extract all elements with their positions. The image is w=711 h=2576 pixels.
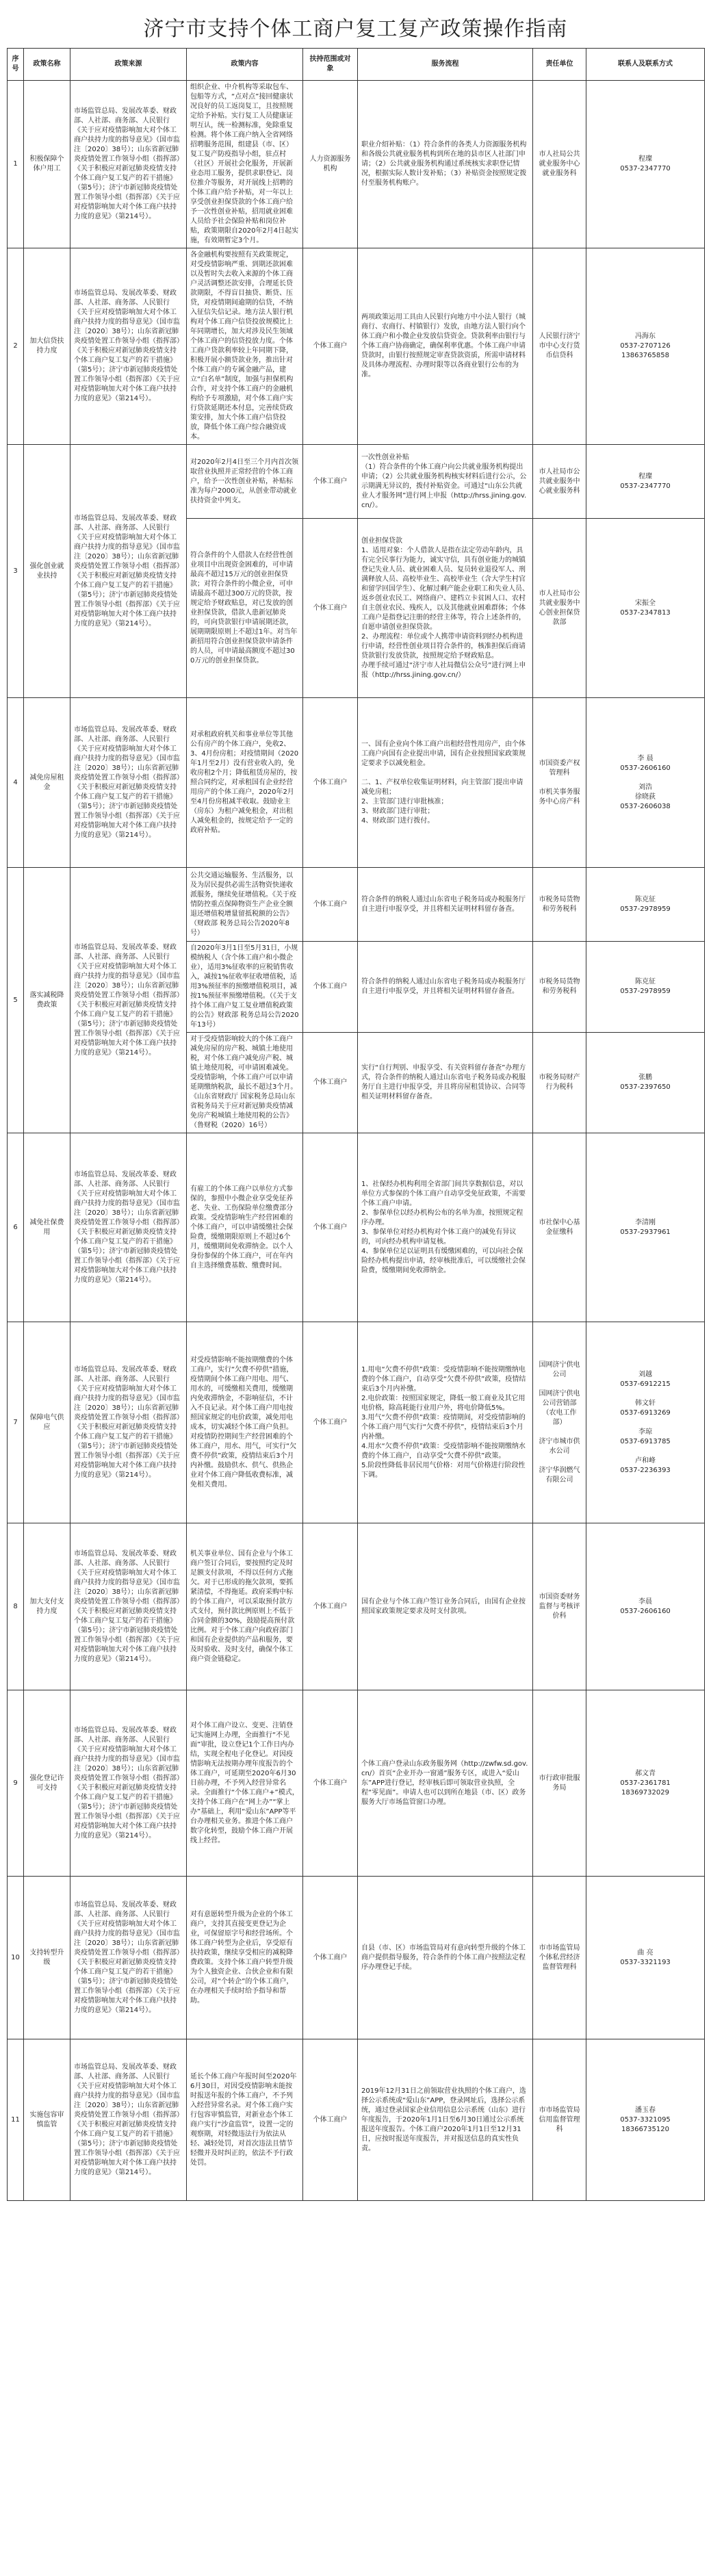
row-source: 市场监管总局、发展改革委、财政部、人社部、商务部、人民银行《关于应对疫情影响加大对个体工商户扶持力度的指导意见》（国市监注〔2020〕38号）；山东省新冠肺炎疫情处置工作领导小组（指挥部）《关于积极应对新冠肺炎疫情支持个体工商户复工复产的若干措施》（第5号）；济宁市新冠肺炎疫情处置工作领导小组（指挥部）《关于应对疫情影响加大对个体工商户扶持力度的意见》（第214号）。: [70, 445, 187, 698]
row-content: 对承租政府机关和事业单位等其他公有房产的个体工商户，免收2、3、4月份房租；对疫情期间（2020年1月至2月）没有营业收入的，免收房租2个月；降低租赁房屋的，按照合同约定，对承租国有企业经营用房产的个体工商户，2020年2月至4月份房租减半收取。鼓励业主（房东）为租户减免租金，对出租人减免租金的，按规定给予一定的政府补贴。: [187, 698, 303, 868]
row-no: 7: [8, 1322, 24, 1523]
row-scope: 个体工商户: [303, 1877, 358, 2039]
header-source: 政策来源: [70, 49, 187, 81]
table-row: [8, 698, 705, 868]
row-content: 自2020年3月1日至5月31日，小规模纳税人（含个体工商户和小微企业），适用3%征收率的应税销售收入，减按1%征收率征收增值税，适用3%预征率的预缴增值税项目，减按1%预征率预缴增值税。（《关于支持个体工商户复工复业增值税政策的公告》财政部 税务总局公告2020年13号）: [187, 942, 303, 1033]
table-row: [8, 1690, 705, 1877]
row-content: 各金融机构要按照有关政策规定，对受疫情影响严重、到期还款困难以及暂时失去收入来源的个体工商户灵活调整还款安排，合理延长贷款期限，不得盲目抽贷、断贷、压贷，对疫情期间逾期的信贷，不纳入征信失信记录。地方法人银行机构对个体工商户信贷投放规模比上年同期增长，加大对涉及民生领域个体工商户的信贷投放力度。个体工商户贷款利率较上年同期下降，积极开展小额贷款业务，推出针对个体工商户的专属金融产品，建立“白名单”制度，加强与担保机构合作，对支持个体工商户的金融机构给予专项激励，对个体工商户实行贷款延期还本付息，完善续贷政策安排，加大个体工商户信贷投放，降低个体工商户综合融资成本。: [187, 248, 303, 445]
row-source: 市场监管总局、发展改革委、财政部、人社部、商务部、人民银行《关于应对疫情影响加大对个体工商户扶持力度的指导意见》（国市监注〔2020〕38号）；山东省新冠肺炎疫情处置工作领导小组（指挥部）《关于积极应对新冠肺炎疫情支持个体工商户复工复产的若干措施》（第5号）；济宁市新冠肺炎疫情处置工作领导小组（指挥部）《关于应对疫情影响加大对个体工商户扶持力度的意见》（第214号）。: [70, 1523, 187, 1690]
row-source: 市场监管总局、发展改革委、财政部、人社部、商务部、人民银行《关于应对疫情影响加大对个体工商户扶持力度的指导意见》（国市监注〔2020〕38号）；山东省新冠肺炎疫情处置工作领导小组（指挥部）《关于积极应对新冠肺炎疫情支持个体工商户复工复产的若干措施》（第5号）；济宁市新冠肺炎疫情处置工作领导小组（指挥部）《关于应对疫情影响加大对个体工商户扶持力度的意见》（第214号）。: [70, 2039, 187, 2201]
header-name: 政策名称: [24, 49, 70, 81]
row-name: 减免社保费用: [24, 1133, 70, 1322]
row-source: 市场监管总局、发展改革委、财政部、人社部、商务部、人民银行《关于应对疫情影响加大对个体工商户扶持力度的指导意见》（国市监注〔2020〕38号）；山东省新冠肺炎疫情处置工作领导小组（指挥部）《关于积极应对新冠肺炎疫情支持个体工商户复工复产的若干措施》（第5号）；济宁市新冠肺炎疫情处置工作领导小组（指挥部）《关于应对疫情影响加大对个体工商户扶持力度的意见》（第214号）。: [70, 81, 187, 248]
row-scope: 个体工商户: [303, 519, 358, 698]
row-content: 有雇工的个体工商户以单位方式参保的，参照中小微企业享受免征养老、失业、工伤保险单位缴费部分政策。受疫情影响生产经营困难的个体工商户，可以申请缓缴社会保险费，缓缴期限原则上不超过6个月，缓缴期间免收滞纳金。以个人身份参保的个体工商户，可在年内自主选择缴费基数、缴费时间。: [187, 1133, 303, 1322]
table-row: [8, 445, 705, 519]
row-flow: 2019年12月31日之前领取营业执照的个体工商户，选择公示系统或“爱山东”APP，登录网址后，选择公示系统，通过登录国家企业信用信息公示系统（山东）进行年度报告，于2020年1月1日至6月30日通过公示系统报送年度报告。个体工商户2020年1月1日至12月31日，应按时报送年度报告，并对报送信息的真实性负责。: [358, 2039, 533, 2201]
row-flow: 1、社保经办机构利用全省部门间共享数据信息，对以单位方式参保的个体工商户自动享受免征政策，不需要个体工商户申请。 2、参保单位以经办机构公布的名单为准，按照规定程序办理。 3、参保单位对经办机构对个体工商户的减免有异议的，可向经办机构申请复核。 4、参保单位足以证明具有缓缴困难的，可以向社会保险经办机构提出申请，经审核批准后，可以缓缴社会保险费，缓缴期间免收滞纳金。: [358, 1133, 533, 1322]
row-contact: 宋振全 0537-2347813: [586, 519, 705, 698]
row-name: 落实减税降费政策: [24, 868, 70, 1133]
row-no: 9: [8, 1690, 24, 1877]
row-unit: 市国资委财务监督与考核评价科: [533, 1523, 586, 1690]
row-name: 强化创业就业扶持: [24, 445, 70, 698]
row-content: 对2020年2月4日至三个月内首次领取营业执照并正常经营的个体工商户，给予一次性创业补贴，补贴标准为每户2000元，从创业带动就业扶持资金中列支。: [187, 445, 303, 519]
row-scope: 个体工商户: [303, 445, 358, 519]
row-no: 6: [8, 1133, 24, 1322]
row-no: 8: [8, 1523, 24, 1690]
table-row: [8, 1877, 705, 2039]
table-row: [8, 81, 705, 248]
row-contact: 冯海东 0537-2707126 13863765858: [586, 248, 705, 445]
table-row: [8, 248, 705, 445]
policy-table: [7, 48, 705, 2201]
row-flow: 职业介绍补贴：（1）符合条件的各类人力资源服务机构和各级公共就业服务机构到所在地的县市区人社部门申请；（2）公共就业服务机构通过系统核实求职登记情况，根据实际人数计发补贴；（3）补贴资金按照规定拨付至服务机构账户。: [358, 81, 533, 248]
row-content: 符合条件的个人借款人在经营性创业项目中出现资金困难的，可申请最高不超过15万元的创业担保贷款；对符合条件的小微企业，可申请最高不超过300万元的贷款，按规定给予财政贴息，对已发放的创业担保贷款，借款人患新冠肺炎的，可向贷款银行申请展期还款，展期期限原则上不超过1年。对当年新招用符合创业担保贷款申请条件的人员，可申请最高额度不超过300万元的创业担保贷款。: [187, 519, 303, 698]
row-contact: 陈克征 0537-2978959: [586, 868, 705, 942]
row-flow: 一、国有企业向个体工商户出租经营性用房产，由个体工商户向国有企业提出申请，国有企业按照国家政策规定要求予以减免租金。 二、1、产权单位收集证明材料，向主管部门提出申请减免房租； 2、主管部门进行审批核准； 3、财政部门进行审批； 4、财政部门进行拨付。: [358, 698, 533, 868]
row-unit: 市税务局货物和劳务税科: [533, 868, 586, 942]
row-name: 加大支付支持力度: [24, 1523, 70, 1690]
header-contact: 联系人及联系方式: [586, 49, 705, 81]
row-contact: 李清刚 0537-2937961: [586, 1133, 705, 1322]
row-source: 市场监管总局、发展改革委、财政部、人社部、商务部、人民银行《关于应对疫情影响加大对个体工商户扶持力度的指导意见》（国市监注〔2020〕38号）；山东省新冠肺炎疫情处置工作领导小组（指挥部）《关于积极应对新冠肺炎疫情支持个体工商户复工复产的若干措施》（第5号）；济宁市新冠肺炎疫情处置工作领导小组（指挥部）《关于应对疫情影响加大对个体工商户扶持力度的意见》（第214号）。: [70, 248, 187, 445]
row-unit: 人民银行济宁市中心支行货币信贷科: [533, 248, 586, 445]
row-name: 减免房屋租金: [24, 698, 70, 868]
row-contact: 程璨 0537-2347770: [586, 445, 705, 519]
row-unit: 市税务局财产行为税科: [533, 1033, 586, 1133]
row-unit: 市市场监管局个体私营经济监督管理科: [533, 1877, 586, 2039]
table-row: [8, 2039, 705, 2201]
row-unit: 国网济宁供电公司 国网济宁供电公司营销部（农电工作部） 济宁市城市供水公司 济宁华润燃气有限公司: [533, 1322, 586, 1523]
row-contact: 刘越 0537-6912215 韩文轩 0537-6913269 李琼 0537-6913785 卢和峰 0537-2236393: [586, 1322, 705, 1523]
row-name: 实施包容审慎监管: [24, 2039, 70, 2201]
row-scope: 个体工商户: [303, 2039, 358, 2201]
row-source: 市场监管总局、发展改革委、财政部、人社部、商务部、人民银行《关于应对疫情影响加大对个体工商户扶持力度的指导意见》（国市监注〔2020〕38号）；山东省新冠肺炎疫情处置工作领导小组（指挥部）《关于积极应对新冠肺炎疫情支持个体工商户复工复产的若干措施》（第5号）；济宁市新冠肺炎疫情处置工作领导小组（指挥部）《关于应对疫情影响加大对个体工商户扶持力度的意见》（第214号）。: [70, 1877, 187, 2039]
row-source: 市场监管总局、发展改革委、财政部、人社部、商务部、人民银行《关于应对疫情影响加大对个体工商户扶持力度的指导意见》（国市监注〔2020〕38号）；山东省新冠肺炎疫情处置工作领导小组（指挥部）《关于积极应对新冠肺炎疫情支持个体工商户复工复产的若干措施》（第5号）；济宁市新冠肺炎疫情处置工作领导小组（指挥部）《关于应对疫情影响加大对个体工商户扶持力度的意见》（第214号）。: [70, 698, 187, 868]
row-flow: 个体工商户登录山东政务服务网（http://zwfw.sd.gov.cn/）首页“企业开办一窗通”服务专区，或进入“爱山东”APP进行登记，经审核后即可领取营业执照，全程“零见面”。申请人也可以到所在地县（市、区）政务服务大厅市场监管窗口办理。: [358, 1690, 533, 1877]
table-row: [8, 868, 705, 942]
row-flow: 自县（市、区）市场监管局对有意向转型升级的个体工商户提供指导服务，符合条件的个体工商户按照法定程序办理登记手续。: [358, 1877, 533, 2039]
row-content: 组织企业、中介机构等采取包车、包船等方式，“点对点”接回健康状况良好的员工返岗复工，且按照规定给予补贴。实行复工人员健康证明互认，统一检测标准，免除重复检测。将个体工商户纳入全省网络招聘服务范围，组建县（市、区）复工复产防疫指导小组，驻点村（社区）开展社会化服务，开展新业态用工服务，提供求职登记、岗位推介等服务，对开展线上招聘的个体工商户给予补贴，对一年以上享受创业担保贷款的个体工商户给予一次性创业补贴，招用就业困难人员给予社会保险补贴和岗位补贴，政策期限自2020年2月4日起实施，有效期暂定3个月。: [187, 81, 303, 248]
row-no: 2: [8, 248, 24, 445]
header-unit: 责任单位: [533, 49, 586, 81]
row-content: 机关事业单位、国有企业与个体工商户签订合同后，要按照约定及时足额支付款项，不得以任何方式拖欠。对于已形成的拖欠款项，要抓紧清偿，不得拖延。政府采购中标的个体工商户，可以采取预付款方式支付，预付款比例原则上不低于合同金额的30%，鼓励提高预付款比例。对于个体工商户向政府部门和国有企业提供的产品和服务，要及时验收、及时支付，确保个体工商户资金链稳定。: [187, 1523, 303, 1690]
row-unit: 市市场监管局信用监督管理科: [533, 2039, 586, 2201]
row-contact: 张鹏 0537-2397650: [586, 1033, 705, 1133]
row-contact: 李晨 0537-2606160: [586, 1523, 705, 1690]
row-scope: 个体工商户: [303, 1690, 358, 1877]
row-content: 对受疫情影响不能按期缴费的个体工商户，实行“欠费不停供”措施，疫情期间个体工商户用电、用气、用水的，可缓缴相关费用，缓缴期内免收滞纳金，不影响征信，不计入不良记录。对个体工商户用电按照国家规定的电价政策，减免用电成本，切实减轻个体工商户负担。对疫情防控期间生产经营困难的个体工商户，用水、用气，可实行“欠费不停供”政策，疫情结束后3个月内补缴。鼓励供水、供气、供热企业对个体工商户降低收费标准，减免相关费用。: [187, 1322, 303, 1523]
row-no: 1: [8, 81, 24, 248]
row-scope: 个体工商户: [303, 1523, 358, 1690]
row-content: 延长个体工商户年报时间至2020年6月30日，对因受疫情影响未能按时报送年报的个体工商户，不予列入经营异常名录。对个体工商户实行包容审慎监管，对新业态个体工商户实行“沙盒监管”，设置一定的观察期，对轻微违法行为依法从轻、减轻处罚，对首次违法且情节轻微并及时纠正的，依法不予行政处罚。: [187, 2039, 303, 2201]
row-scope: 个体工商户: [303, 1133, 358, 1322]
row-content: 公共交通运输服务、生活服务，以及为居民提供必需生活物资快递收派服务，继续免征增值税。《关于疫情防控重点保障物资生产企业全额退还增值税增量留抵税额的公告》（财政部 税务总局公告2020年8号）: [187, 868, 303, 942]
row-contact: 李 晨 0537-2606160 刘浩 徐晓荻 0537-2606038: [586, 698, 705, 868]
row-source: 市场监管总局、发展改革委、财政部、人社部、商务部、人民银行《关于应对疫情影响加大对个体工商户扶持力度的指导意见》（国市监注〔2020〕38号）；山东省新冠肺炎疫情处置工作领导小组（指挥部）《关于积极应对新冠肺炎疫情支持个体工商户复工复产的若干措施》（第5号）；济宁市新冠肺炎疫情处置工作领导小组（指挥部）《关于应对疫情影响加大对个体工商户扶持力度的意见》（第214号）。: [70, 868, 187, 1133]
table-header: [8, 49, 705, 81]
row-contact: 潘玉春 0537-3321095 18366735120: [586, 2039, 705, 2201]
row-name: 强化登记许可支持: [24, 1690, 70, 1877]
row-content: 对于受疫情影响较大的个体工商户减免房屋的房产税、城镇土地使用税，对个体工商户减免房产税、城镇土地使用税，可申请困难减免。受疫情影响，个体工商户可以申请延期缴纳税款，最长不超过3个月。《山东省财政厅 国家税务总局山东省税务局关于应对新冠肺炎疫情减免房产税城镇土地使用税的公告》（鲁财税（2020）16号）: [187, 1033, 303, 1133]
row-name: 保障电气供应: [24, 1322, 70, 1523]
row-unit: 市人社局市公共就业服务中心就业服务科: [533, 445, 586, 519]
table-row: [8, 1523, 705, 1690]
table-row: [8, 1133, 705, 1322]
row-no: 4: [8, 698, 24, 868]
row-scope: 个体工商户: [303, 698, 358, 868]
row-content: 对个体工商户设立、变更、注销登记实施网上办理，全面推行“不见面”审批，设立登记1个工作日内办结，实现全程电子化登记。对因疫情影响无法按期办理年度报告的个体工商户，可延期至2020年6月30日前办理，不予列入经营异常名录。全面推行“个体工商户+”模式，支持个体工商户在“网上办”“掌上办”基础上，利用“爱山东”APP等平台办理相关业务。推进个体工商户数字化转型，鼓励个体工商户开展线上经营。: [187, 1690, 303, 1877]
row-name: 加大信贷扶持力度: [24, 248, 70, 445]
row-scope: 个体工商户: [303, 868, 358, 942]
row-name: 积极保障个体户用工: [24, 81, 70, 248]
row-scope: 个体工商户: [303, 942, 358, 1033]
row-content: 对有意愿转型升级为企业的个体工商户，支持其直接变更登记为企业，可保留原字号和经营场所。个体工商户转型为企业后，享受原有扶持政策，继续享受相应的减税降费政策。支持个体工商户转型升级为个人独资企业、合伙企业和有限公司，对“个转企”的个体工商户，在办理相关手续时给予指导和帮助。: [187, 1877, 303, 2039]
header-content: 政策内容: [187, 49, 303, 81]
row-contact: 曲 亮 0537-3321193: [586, 1877, 705, 2039]
row-contact: 郝文青 0537-2361781 18369732029: [586, 1690, 705, 1877]
row-unit: 市人社局公共就业服务中心就业服务科: [533, 81, 586, 248]
header-row: [8, 49, 705, 81]
row-unit: 市人社局市公共就业服务中心创业担保贷款部: [533, 519, 586, 698]
page-title: 济宁市支持个体工商户复工复产政策操作指南: [143, 17, 568, 41]
row-unit: 市社保中心基金征缴科: [533, 1133, 586, 1322]
row-no: 3: [8, 445, 24, 698]
header-flow: 服务流程: [358, 49, 533, 81]
row-scope: 个体工商户: [303, 248, 358, 445]
row-no: 11: [8, 2039, 24, 2201]
row-no: 5: [8, 868, 24, 1133]
row-scope: 个体工商户: [303, 1322, 358, 1523]
row-source: 市场监管总局、发展改革委、财政部、人社部、商务部、人民银行《关于应对疫情影响加大对个体工商户扶持力度的指导意见》（国市监注〔2020〕38号）；山东省新冠肺炎疫情处置工作领导小组（指挥部）《关于积极应对新冠肺炎疫情支持个体工商户复工复产的若干措施》（第5号）；济宁市新冠肺炎疫情处置工作领导小组（指挥部）《关于应对疫情影响加大对个体工商户扶持力度的意见》（第214号）。: [70, 1322, 187, 1523]
table-row: [8, 1322, 705, 1523]
row-flow: 符合条件的纳税人通过山东省电子税务局或办税服务厅自主进行申报享受，并且将相关证明材料留存备查。: [358, 942, 533, 1033]
row-flow: 创业担保贷款 1、适用对象：个人借款人是指在法定劳动年龄内，具有完全民事行为能力，诚实守信，具有创业能力的城镇登记失业人员、就业困难人员、复员转业退役军人、刑满释放人员、高校毕业生、高校毕业生（含大学生村官和留学回国学生）、化解过剩产能企业职工和失业人员、返乡创业农民工、网络商户、建档立卡贫困人口、农村自主创业农民、残疾人，以及其他就业困难群体；个体工商户是指登记注册的经营主体等，符合上述条件的，自愿申请创业担保贷款。 2、办理流程：单位或个人携带申请资料到经办机构进行申请，经营性创业项目符合条件的，核准担保后商请贷款银行发放贷款，按照规定给予财政贴息。 办理手续可通过“济宁市人社局微信公众号”进行网上申报（http://hrss.jining.gov.cn/）: [358, 519, 533, 698]
row-scope: 个体工商户: [303, 1033, 358, 1133]
row-no: 10: [8, 1877, 24, 2039]
row-flow: 1.用电“欠费不停供”政策：受疫情影响不能按期缴纳电费的个体工商户，自动享受“欠费不停供”政策，疫情结束后3个月内补缴。 2.电价政策：按照国家规定，降低一般工商业及其它用电价格，除高耗能行业用户外，将电价降低5%。 3.用气“欠费不停供”政策：疫情期间，对受疫情影响的个体工商户用气实行“欠费不停供”，疫情结束后3个月内补缴。 4.用水“欠费不停供”政策：受疫情影响不能按期缴纳水费的个体工商户，自动享受“欠费不停供”政策。 5.阶段性降低非居民用气价格：对用气价格进行阶段性下调。: [358, 1322, 533, 1523]
row-contact: 陈克征 0537-2978959: [586, 942, 705, 1033]
row-contact: 程璨 0537-2347770: [586, 81, 705, 248]
header-no: 序号: [8, 49, 24, 81]
row-flow: 符合条件的纳税人通过山东省电子税务局或办税服务厅自主进行申报享受，并且将相关证明材料留存备查。: [358, 868, 533, 942]
row-flow: 两项政策运用工具由人民银行向地方中小法人银行（城商行、农商行、村镇银行）发放，由地方法人银行向个体工商户和小微企业发放信贷资金。贷款利率由银行与个体工商户协商确定，确保利率优惠。个体工商户申请贷款时，由银行按照规定审查贷款资质，所需申请材料及具体办理流程、办理时限等以各商业银行公布的为准。: [358, 248, 533, 445]
table-body: [8, 81, 705, 2201]
row-scope: 人力资源服务机构: [303, 81, 358, 248]
row-unit: 市行政审批服务局: [533, 1690, 586, 1877]
row-source: 市场监管总局、发展改革委、财政部、人社部、商务部、人民银行《关于应对疫情影响加大对个体工商户扶持力度的指导意见》（国市监注〔2020〕38号）；山东省新冠肺炎疫情处置工作领导小组（指挥部）《关于积极应对新冠肺炎疫情支持个体工商户复工复产的若干措施》（第5号）；济宁市新冠肺炎疫情处置工作领导小组（指挥部）《关于应对疫情影响加大对个体工商户扶持力度的意见》（第214号）。: [70, 1133, 187, 1322]
header-scope: 扶持范围或对象: [303, 49, 358, 81]
row-flow: 国有企业与个体工商户签订业务合同后，由国有企业按照国家政策规定要求及时支付款项。: [358, 1523, 533, 1690]
row-unit: 市税务局货物和劳务税科: [533, 942, 586, 1033]
row-unit: 市国资委产权管理科 市机关事务服务中心房产科: [533, 698, 586, 868]
row-flow: 实行“自行判别、申报享受、有关资料留存备查”办理方式，符合条件的纳税人通过山东省电子税务局或办税服务厅自主进行申报享受，并且将房屋租赁协议、合同等相关证明材料留存备查。: [358, 1033, 533, 1133]
row-source: 市场监管总局、发展改革委、财政部、人社部、商务部、人民银行《关于应对疫情影响加大对个体工商户扶持力度的指导意见》（国市监注〔2020〕38号）；山东省新冠肺炎疫情处置工作领导小组（指挥部）《关于积极应对新冠肺炎疫情支持个体工商户复工复产的若干措施》（第5号）；济宁市新冠肺炎疫情处置工作领导小组（指挥部）《关于应对疫情影响加大对个体工商户扶持力度的意见》（第214号）。: [70, 1690, 187, 1877]
row-name: 支持转型升级: [24, 1877, 70, 2039]
row-flow: 一次性创业补贴 （1）符合条件的个体工商户向公共就业服务机构提出申请；（2）公共就业服务机构核实材料后进行公示，公示期满无异议的，拨付补贴资金。可通过“山东公共就业人才服务网”进行网上申报（http://hrss.jining.gov.cn/）。: [358, 445, 533, 519]
